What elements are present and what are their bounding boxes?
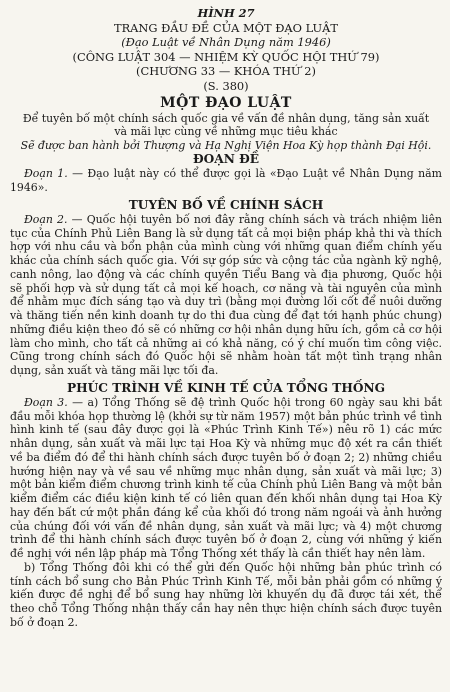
header-line-4: (CHƯƠNG 33 — KHÓA THỨ 2) — [136, 64, 316, 79]
figure-header — [10, 6, 442, 94]
header-line-5: (S. 380) — [203, 78, 249, 93]
section-3-heading: PHÚC TRÌNH VỀ KINH TẾ CỦA TỔNG THỐNG — [66, 380, 386, 395]
section-3-paragraph-b: b) Tổng Thống đôi khi có thể gửi đến Quốc hội những bản phúc trình có tính cách bổ sung cho Bản Phúc Trình Kinh Tế, mỗi bản phải gồm có những ý kiến được đề nghị để bổ sung hay những lời khuyến dụ đã được tái xét, thể theo chỗ Tổng Thống nhận thấy cần hay nên thực hiện chính sách được tuyên bố ở đoạn 2. — [10, 560, 442, 629]
section-1-lead: Đoạn 1. — [24, 167, 68, 181]
header-line-1: TRANG ĐẦU ĐỀ CỦA MỘT ĐẠO LUẬT — [114, 20, 338, 35]
section-2-lead: Đoạn 2. — [24, 212, 68, 226]
section-1-heading: ĐOẠN ĐỀ — [192, 152, 260, 167]
header-line-3: (CÔNG LUẬT 304 — NHIỆM KỲ QUỐC HỘI THỨ 79) — [72, 49, 380, 64]
act-title: MỘT ĐẠO LUẬT — [160, 94, 292, 111]
subtitle-line-1: Để tuyên bố một chính sách quốc gia về vấn đề nhân dụng, tăng sản xuất — [22, 111, 430, 125]
section-3-text-a: — a) Tổng Thống sẽ đệ trình Quốc hội trong 60 ngày sau khi bắt đầu mỗi khóa họp thường lệ (khởi sự từ năm 1957) một bản phúc trình về tình hình kinh tế (sau đây được gọi là «Phúc Trình Kinh Tế») nêu rõ 1) các mức nhân dụng, sản xuất và mãi lực tại Hoa Kỳ và những mục độ xét ra cần thiết về ba điểm đó để thi hành chính sách được tuyên bố ở đoạn 2; 2) những chiều hướng hiện nay và về sau về những mục nhân dụng, sản xuất và mãi lực; 3) một bản kiểm điểm chương trình kinh tế của Chính phủ Liên Bang và một bản kiểm điểm các điều kiện kinh tế có liên quan đến khối nhân dụng tại Hoa Kỳ hay đến bất cứ một phần đáng kể của khối đó trong năm ngoái và ảnh hưởng của chúng đối với vấn đề nhân dụng, sản xuất và mãi lực; và 4) một chương trình để thi hành chính sách được tuyên bố ở đoạn 2, cùng với những ý kiến đề nghị với nền lập pháp mà Tổng Thống xét thấy là cần thiết hay nên làm. — [10, 395, 442, 561]
section-1-paragraph — [10, 167, 442, 195]
section-2-paragraph — [10, 213, 442, 378]
section-3-lead: Đoạn 3. — [24, 395, 68, 409]
section-2-text: — Quốc hội tuyên bố nơi đây rằng chính sách và trách nhiệm liên tục của Chính Phủ Liên Bang là sử dụng tất cả mọi biện pháp khả thi và thích hợp với nhu cầu và bổn phận của mình cùng với những quan điểm chính yếu khác của chính sách quốc gia. Với sự góp sức và cộng tác của ngành kỹ nghệ, canh nông, lao động và các chính quyền Tiểu Bang và địa phương, Quốc hội sẽ phối hợp và sử dụng tất cả mọi kế hoạch, cơ năng và tài nguyên của mình để nhằm mục đích sáng tạo và duy trì (bằng mọi đường lối cốt để nuôi dưỡng và thăng tiến nền kinh doanh tự do thi đua cùng để đạt tới hạnh phúc chung) những điều kiện theo đó sẽ có những cơ hội nhân dụng hữu ích, gồm cả cơ hội làm cho mình, cho tất cả những ai có khả năng, có ý chí muốn tìm công việc. Cũng trong chính sách đó Quốc hội sẽ nhằm hoàn tất một tình trạng nhân dụng, sản xuất và tăng mãi lực tối đa. — [10, 212, 442, 378]
subtitle-line-2: và mãi lực cùng về những mục tiêu khác — [114, 125, 338, 139]
section-2-heading: TUYÊN BỐ VỀ CHÍNH SÁCH — [128, 197, 324, 212]
figure-label: HÌNH 27 — [197, 6, 255, 20]
header-line-2: (Đạo Luật về Nhân Dụng năm 1946) — [121, 35, 331, 50]
section-3-paragraph-a — [10, 396, 442, 561]
act-subtitle — [10, 112, 442, 153]
section-1-text: — Đạo luật này có thể được gọi là «Đạo Luật về Nhân Dụng năm 1946». — [10, 167, 442, 195]
subtitle-line-3: Sẽ được ban hành bởi Thượng và Hạ Nghị Viện Hoa Kỳ họp thành Đại Hội. — [20, 138, 432, 152]
